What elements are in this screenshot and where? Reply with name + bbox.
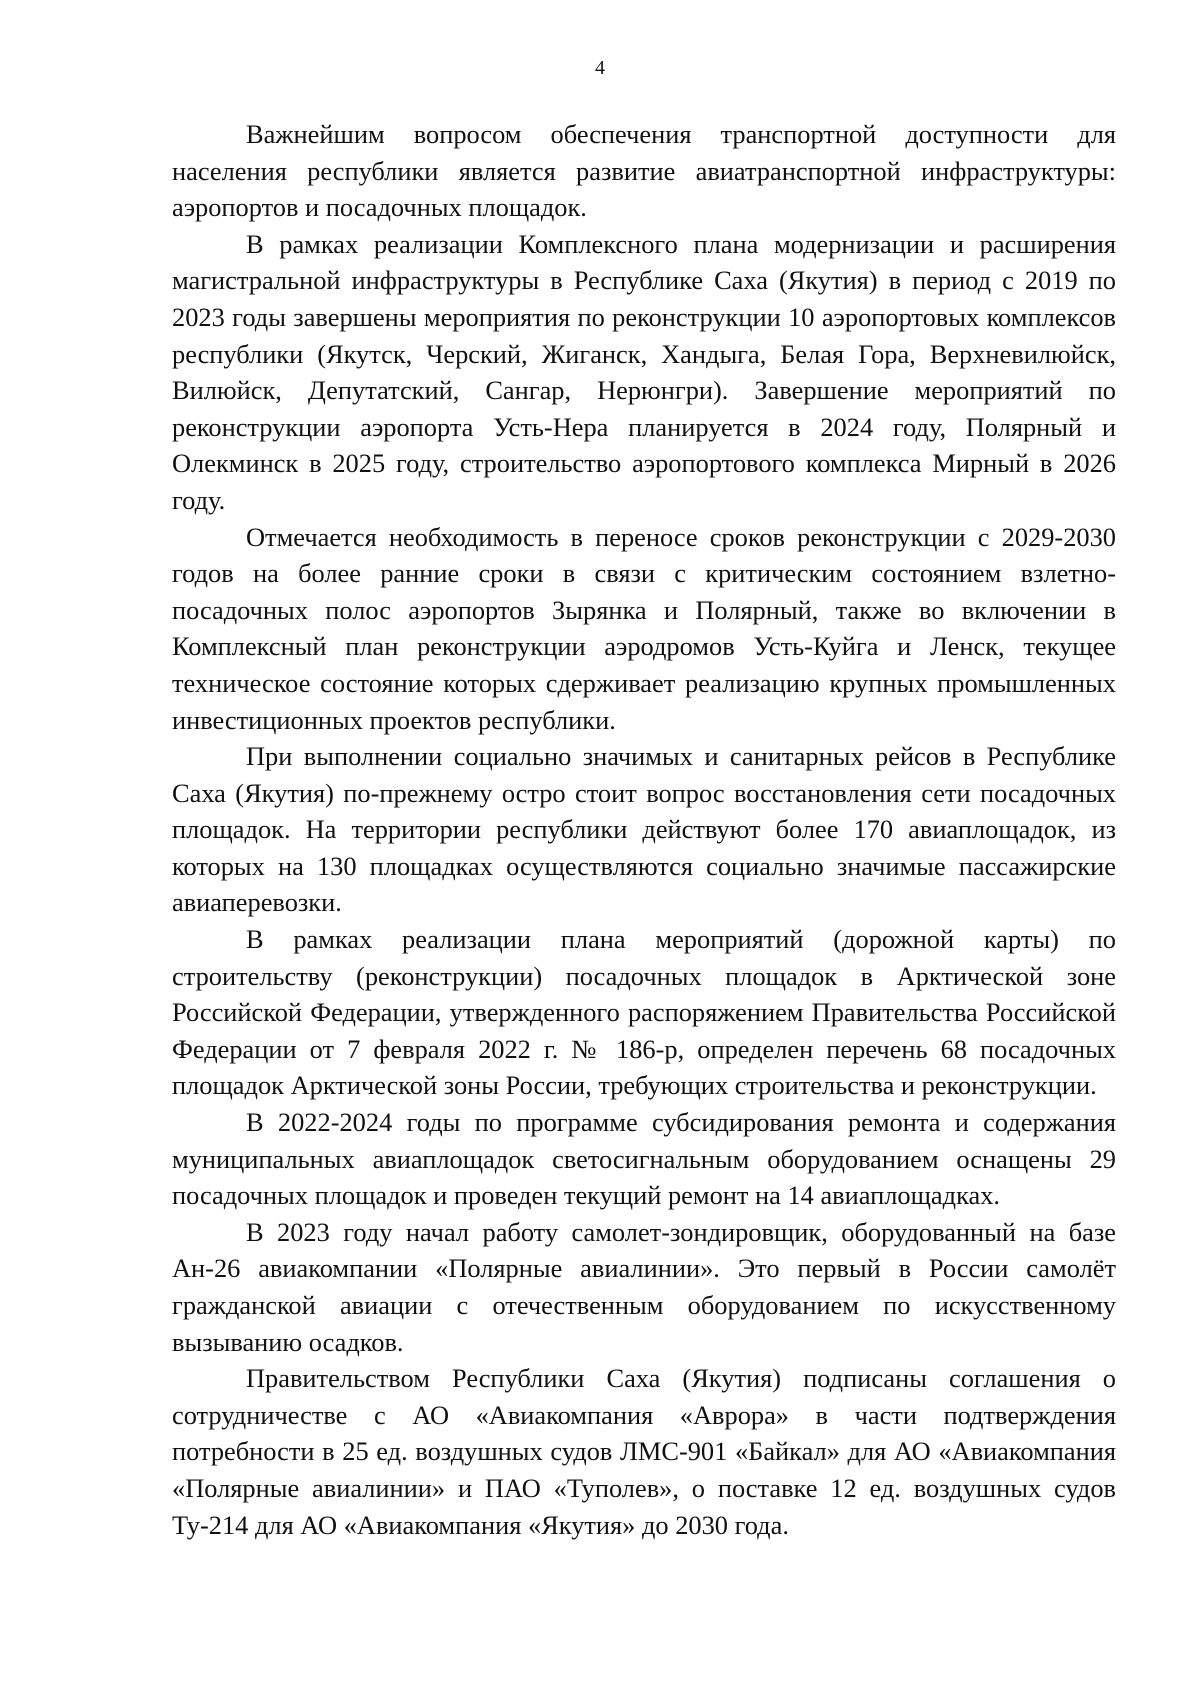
paragraph-cloud-seeding-aircraft: В 2023 году начал работу самолет-зондировщик, оборудованный на базе Ан-26 авиакомпании «Полярные авиалинии». Это первый в России самолёт гражданской авиации с отечественным оборудованием по искусственному вызыванию осадков. [172,1216,1116,1357]
paragraph-aircraft-agreements: Правительством Республики Саха (Якутия) подписаны соглашения о сотрудничестве с АО «Авиакомпания «Аврора» в части подтверждения потребности в 25 ед. воздушных судов ЛМС-901 «Байкал» для АО «Авиакомпания «Полярные авиалинии» и ПАО «Туполев», о поставке 12 ед. воздушных судов Ту-214 для АО «Авиакомпания «Якутия» до 2030 года. [172,1363,1116,1540]
paragraph-arctic-roadmap: В рамках реализации плана мероприятий (дорожной карты) по строительству (реконструкции) посадочных площадок в Арктической зоне Российской Федерации, утвержденного распоряжением Правительства Российской Федерации от 7 февраля 2022 г. № 186-р, определен перечень 68 посадочных площадок Арктической зоны России, требующих строительства и реконструкции. [172,924,1116,1101]
document-body [172,116,1116,1543]
page-number: 4 [595,57,605,79]
paragraph-complex-plan-reconstruction: В рамках реализации Комплексного плана модернизации и расширения магистральной инфраструктуры в Республике Саха (Якутия) в период с 2019 по 2023 годы завершены мероприятия по реконструкции 10 аэропортовых комплексов республики (Якутск, Черский, Жиганск, Хандыга, Белая Гора, Верхневилюйск, Вилюйск, Депутатский, Сангар, Нерюнгри). Завершение мероприятий по реконструкции аэропорта Усть-Нера планируется в 2024 году, Полярный и Олекминск в 2025 году, строительство аэропортового комплекса Мирный в 2026 году. [172,228,1116,515]
paragraph-reconstruction-schedule: Отмечается необходимость в переносе сроков реконструкции с 2029-2030 годов на более ранние сроки в связи с критическим состоянием взлетно-посадочных полос аэропортов Зырянка и Полярный, также во включении в Комплексный план реконструкции аэродромов Усть-Куйга и Ленск, текущее техническое состояние которых сдерживает реализацию крупных промышленных инвестиционных проектов республики. [172,521,1116,735]
paragraph-airport-infrastructure: Важнейшим вопросом обеспечения транспортной доступности для населения республики является развитие авиатранспортной инфраструктуры: аэропортов и посадочных площадок. [172,119,1116,223]
paragraph-landing-sites-network: При выполнении социально значимых и санитарных рейсов в Республике Саха (Якутия) по-прежнему остро стоит вопрос восстановления сети посадочных площадок. На территории республики действуют более 170 авиаплощадок, из которых на 130 площадках осуществляются социально значимые пассажирские авиаперевозки. [172,741,1116,918]
paragraph-subsidy-program: В 2022-2024 годы по программе субсидирования ремонта и содержания муниципальных авиаплощадок светосигнальным оборудованием оснащены 29 посадочных площадок и проведен текущий ремонт на 14 авиаплощадках. [172,1107,1116,1211]
